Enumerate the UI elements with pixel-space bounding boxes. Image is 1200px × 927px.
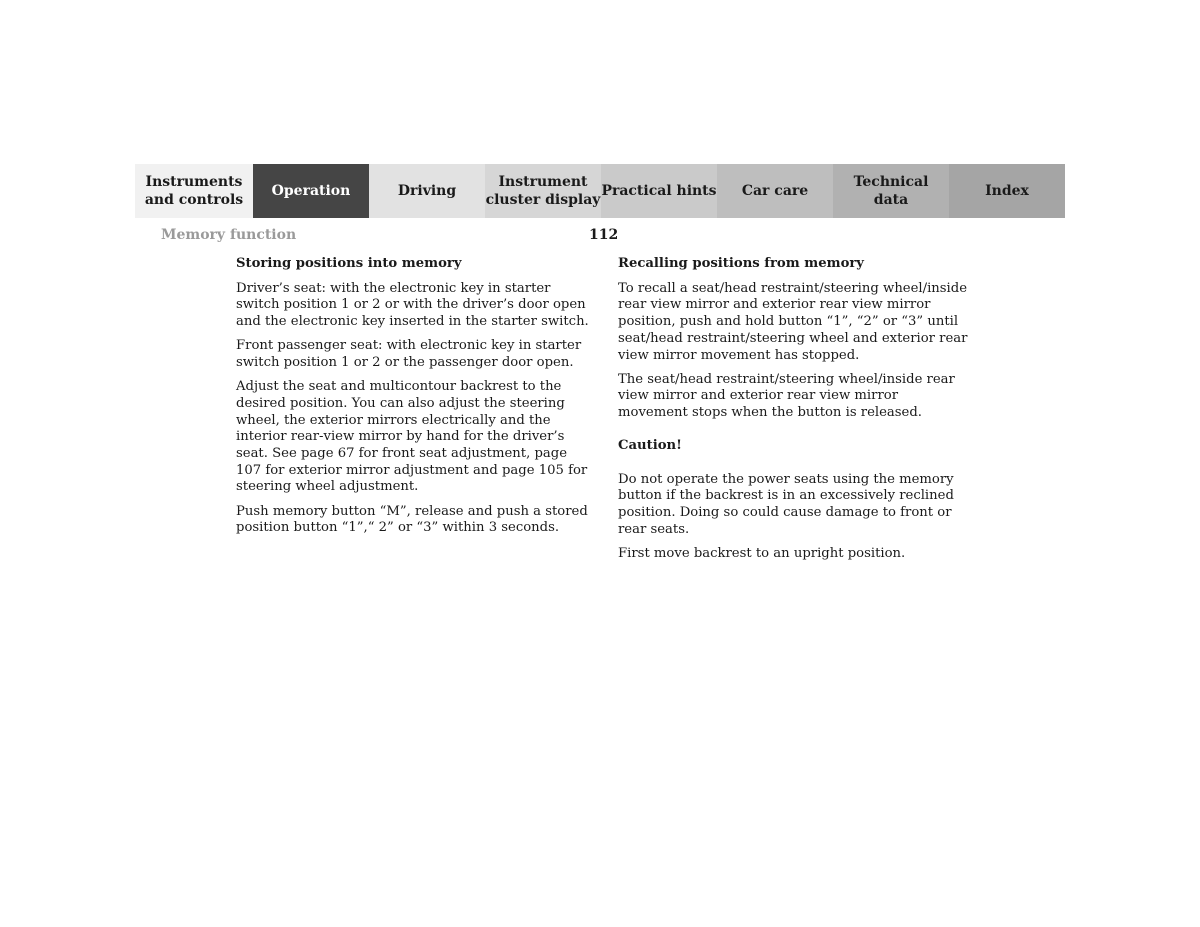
tab-technical-data[interactable]: Technical data <box>833 164 949 218</box>
storing-heading: Storing positions into memory <box>236 256 462 271</box>
paragraph: The seat/head restraint/steering wheel/inside rear view mirror and exterior rear view mirror movement stops when the button is released. <box>618 371 955 421</box>
paragraph: Do not operate the power seats using the memory button if the backrest is in an excessively reclined position. Doing so could cause damage to front or rear seats. <box>618 471 954 537</box>
page-number: 112 <box>589 227 619 243</box>
tab-instruments-and-controls[interactable]: Instruments and controls <box>135 164 253 218</box>
tab-index[interactable]: Index <box>949 164 1065 218</box>
left-column <box>236 256 591 545</box>
paragraph: Push memory button “M”, release and push a stored position button “1”,“ 2” or “3” within 3 seconds. <box>236 503 588 536</box>
paragraph: To recall a seat/head restraint/steering wheel/inside rear view mirror and exterior rear view mirror position, push and hold button “1”, “2” or “3” until seat/head restraint/steering wheel and exterior rear view mirror movement has stopped. <box>618 280 968 363</box>
paragraph: Front passenger seat: with electronic key in starter switch position 1 or 2 or the passenger door open. <box>236 338 582 371</box>
page-header <box>0 227 1200 245</box>
paragraph: Adjust the seat and multicontour backrest to the desired position. You can also adjust the steering wheel, the exterior mirrors electrically and the interior rear-view mirror by hand for the driver’s seat. See page 67 for front seat adjustment, page 107 for exterior mirror adjustment and page 105 for steering wheel adjustment. <box>236 379 588 495</box>
recalling-heading: Recalling positions from memory <box>618 256 864 271</box>
chapter-tabs <box>135 164 1065 218</box>
paragraph: First move backrest to an upright position. <box>618 545 906 561</box>
section-title: Memory function <box>161 227 297 243</box>
caution-heading: Caution! <box>618 437 682 453</box>
tab-practical-hints[interactable]: Practical hints <box>601 164 717 218</box>
tab-instrument-cluster-display[interactable]: Instrument cluster display <box>485 164 601 218</box>
paragraph: Driver’s seat: with the electronic key in starter switch position 1 or 2 or with the driver’s door open and the electronic key inserted in the starter switch. <box>236 280 589 330</box>
tab-operation[interactable]: Operation <box>253 164 369 218</box>
right-column <box>618 256 970 570</box>
tab-driving[interactable]: Driving <box>369 164 485 218</box>
tab-car-care[interactable]: Car care <box>717 164 833 218</box>
